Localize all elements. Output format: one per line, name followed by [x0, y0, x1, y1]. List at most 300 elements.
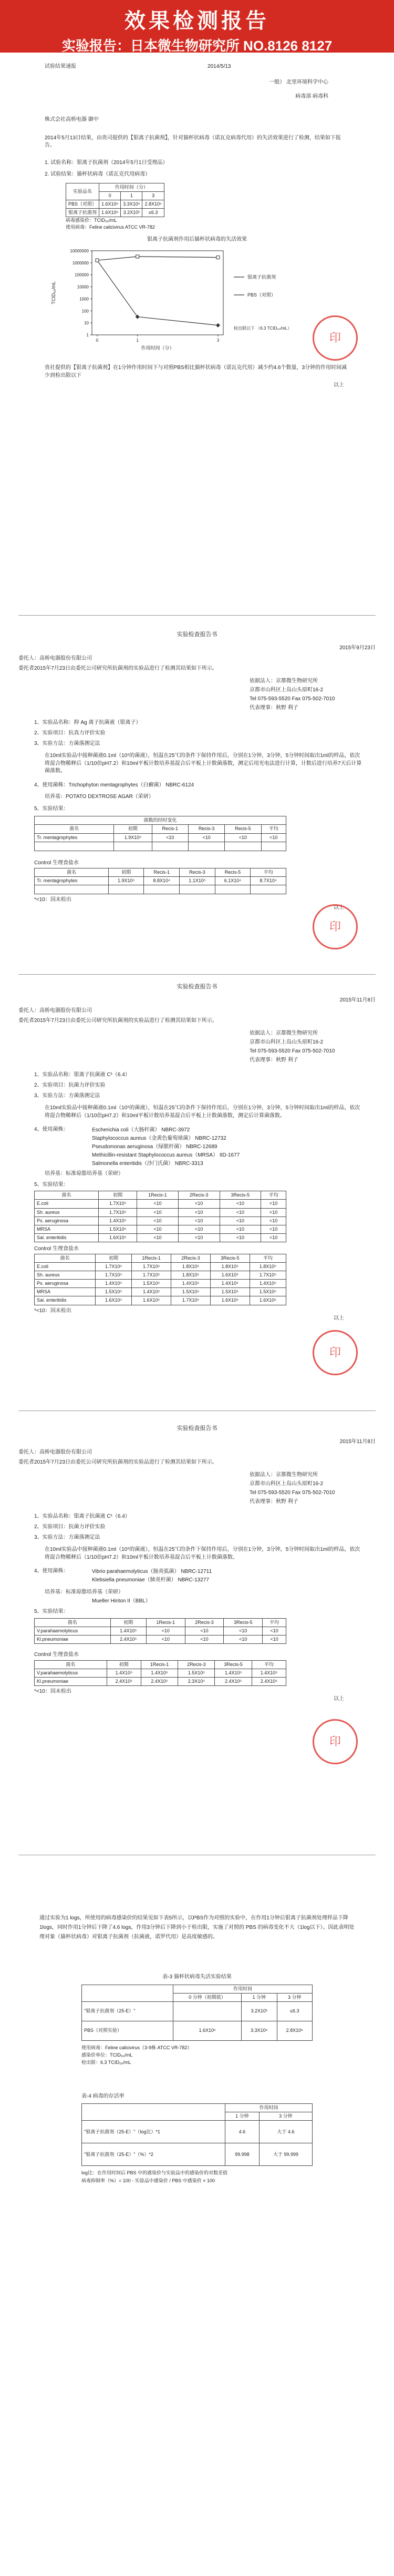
table-cell: 1.7X10⁵ [132, 1271, 171, 1280]
table-cell: <10 [178, 1225, 220, 1233]
table-cell: PBS（对照实验） [82, 2021, 173, 2040]
report3-lab-info [250, 1029, 376, 1065]
table-note: 感染价单位：TCID₅₀/mL [81, 2052, 133, 2058]
lab-line: Tel 075-593-5520 Fax 075-502-7010 [250, 1048, 335, 1055]
report1-units-note: 病毒感染价：TCID₅₀/mL [66, 217, 117, 223]
table-cell: 1.4X10⁵ [215, 1669, 252, 1677]
table-header: 菌名 [35, 1191, 99, 1200]
lab-line: Tel 075-593-5520 Fax 075-502-7010 [250, 696, 335, 702]
table-cell: "银离子抗菌剂（25-E）" [82, 2001, 173, 2021]
table-header: 平均 [263, 1618, 286, 1627]
table-cell: E.coli [35, 1200, 99, 1208]
table-header: 初期 [110, 1618, 146, 1627]
table-cell: 1.5X10⁵ [171, 1288, 211, 1296]
table-caption: 作用时间（分） [99, 183, 164, 191]
table-cell: 4.6 [225, 2121, 260, 2143]
lab-line: 京都市山科区上岛山头原町16-2 [250, 1039, 324, 1046]
table-cell: 1.7X10⁵ [95, 1263, 131, 1271]
x-tick-label: 1 [136, 338, 139, 343]
table-cell: 大于 4.6 [259, 2121, 312, 2143]
seal-stamp: 印 [313, 904, 358, 949]
table-header: 平均 [252, 1660, 286, 1669]
table-cell: <10 [137, 1200, 179, 1208]
table-row [82, 2021, 313, 2040]
table-cell: 1.6X10⁵ [95, 1296, 131, 1305]
table-cell: 8.7X10⁴ [251, 877, 286, 885]
table-caption: 菌数的经时变化 [35, 816, 286, 825]
table-header: 菌名 [35, 1618, 111, 1627]
table-cell: Ps. aeruginosa [35, 1280, 96, 1288]
report3-strains [34, 1126, 376, 1168]
report4-client: 委托人：高桥电器股份有限公司 [18, 1449, 92, 1456]
table-cell: 1.1X10⁵ [180, 877, 215, 885]
table-cell: <10 [261, 1225, 286, 1233]
table-header: 1Recis-1 [137, 1191, 179, 1200]
report1-conclusion: 贵社提供的【银离子抗菌剂】在1分钟作用时间下与对照PBS相比猫杯状病毒（诺瓦克代用）减少约4.6个数量，3分钟的作用时间减少到检出限以下 [45, 365, 347, 379]
table-cell: <10 [220, 1200, 261, 1208]
report3-footnote: *<10：因未检出 [34, 1307, 71, 1314]
report2-client: 委托人：高桥电器股份有限公司 [18, 656, 92, 662]
table-header: Recis-1 [152, 825, 188, 833]
divider [18, 1410, 376, 1411]
report4-items [34, 1511, 376, 1543]
report4-intro: 委托者2015年7月23日由委托公司研究所抗菌剂的实验品进行了检测其结果如下所示。 [18, 1459, 217, 1465]
table-cell: <10 [188, 833, 224, 842]
table4-notes [81, 2169, 376, 2184]
data-point [136, 255, 139, 258]
report4-footnote: *<10：因未检出 [34, 1688, 71, 1694]
chart-annotation: 检出限以下 （6.3 TCID₅₀/mL） [234, 326, 292, 331]
table-header: 3Recis-5 [220, 1191, 261, 1200]
divider [18, 974, 376, 975]
table-header: 0 [99, 191, 121, 200]
table-cell: <10 [137, 1233, 179, 1242]
table-cell: <10 [220, 1208, 261, 1217]
table-cell: <10 [137, 1208, 179, 1217]
report2-items [34, 718, 376, 749]
report2-item1: 1、实验品名称：抑 Ag 离子抗菌液（银离子） [34, 720, 141, 726]
strain-line: Pseudomonas aeruginosa（绿脓杆菌） NBRC-12689 [92, 1144, 217, 1150]
lab-line: 京都市山科区上岛山头原町16-2 [250, 1481, 324, 1487]
report2-sign: 以上 [334, 904, 344, 911]
table-header: Recis-1 [144, 868, 180, 877]
table-cell: 1.4X10⁵ [110, 1627, 146, 1635]
banner-subtitle: 实验报告：日本微生物研究所 NO.8126 8127 [61, 38, 333, 54]
table-header: 2Recis-3 [171, 1254, 211, 1263]
banner-title: 效果检测报告 [125, 9, 269, 33]
report3-item1: 1、实验品名称：银离子抗菌液 C¹（6.4） [34, 1072, 130, 1078]
table-cell: 2.3X10⁵ [178, 1677, 215, 1685]
table4 [81, 2103, 313, 2166]
virus-inactivation-chart [34, 246, 360, 356]
report4-sign: 以上 [334, 1696, 344, 1702]
report2-test-table [34, 816, 286, 851]
table-cell: 1.6X10⁵ [250, 1296, 286, 1305]
table-cell: <10 [220, 1225, 261, 1233]
table-header: 初期 [114, 825, 152, 833]
table3-title: 表-3 猫杯状病毒失活实验结果 [162, 1974, 232, 1980]
table-cell: 1.5X10⁵ [250, 1288, 286, 1296]
report-1 [18, 63, 376, 390]
table-cell [173, 2001, 242, 2021]
table-header: 2Recis-3 [178, 1191, 220, 1200]
table-cell: 1.6X10⁵ [210, 1271, 250, 1280]
y-tick-label: 100 [81, 309, 89, 314]
report1-type: 试验结果速报 [45, 64, 76, 69]
report3-title: 实验检查报告书 [177, 984, 217, 990]
table-cell: 2.8X10⁶ [142, 200, 164, 208]
table-note: log比：在作用时间后 PBS 中的感染价与实验品中的感染价的对数差值 [81, 2170, 228, 2176]
table-cell: 1.8X10⁵ [171, 1263, 211, 1271]
table-note: 使用病毒：Feline calicivirus（3-9株 ATCC VR-782） [81, 2045, 192, 2050]
table-cell: <10 [225, 833, 261, 842]
lab-line: 依据法人：京都微生物研究所 [250, 678, 318, 684]
table-header: 0 分钟（初期值） [173, 1993, 242, 2001]
report2-footnote: *<10：因未检出 [34, 897, 71, 903]
x-axis-label: 作用时间（分） [141, 345, 174, 351]
table-cell: Sal. enteritidis [35, 1296, 96, 1305]
table-cell: E.coli [35, 1263, 96, 1271]
lab-line: 依据法人：京都微生物研究所 [250, 1030, 318, 1037]
report3-items [34, 1070, 376, 1101]
report3-test-table [34, 1191, 286, 1242]
table-cell: 1.6X10⁵ [99, 1233, 137, 1242]
report2-item3: 3、实验方法：方菌落测定法 [34, 741, 100, 747]
table-header: 1 [121, 191, 142, 200]
table-header: 初期 [107, 1660, 141, 1669]
table-cell: <10 [261, 1200, 286, 1208]
y-axis-label: TCID₅₀/mL [51, 281, 56, 304]
table-caption: 作用时间 [173, 1985, 313, 1993]
table-header: 实验品名 [66, 183, 99, 200]
table-cell: 1.8X10⁵ [171, 1271, 211, 1280]
table-cell: 1.6X10⁶ [99, 208, 121, 217]
table-cell: 1.4X10⁵ [141, 1669, 178, 1677]
table-cell: <10 [261, 833, 286, 842]
table-header: 3Recis-5 [210, 1254, 250, 1263]
table-note: 检出限：6.3 TCID₅₀/mL [81, 2060, 131, 2066]
table-cell: "银离子抗菌剂（25-E）"（log比）*1 [82, 2121, 225, 2143]
report3-method: 在10ml实验品中接种菌液0.1ml（10⁵的菌液），恒温在25℃的条件下保持作用后，分别在1分钟，3分钟，5分钟时间取出1ml的样品，依次将混合物稀释后（1/10倍pH7.2）和10ml平板计数培养基混合后平板上计数菌落数，测定后计算菌落数。 [45, 1105, 360, 1119]
y-tick-label: 10000 [77, 284, 89, 290]
report4-item1: 1、实验品名称：银离子抗菌液 C¹（6.4） [34, 1514, 130, 1520]
table-cell: 1.6X10⁵ [210, 1296, 250, 1305]
header-banner [0, 0, 394, 53]
report4-control-label: Control 生理食盐水 [34, 1652, 79, 1658]
table-cell: 6.1X10⁴ [215, 877, 251, 885]
table-cell: <10 [261, 1208, 286, 1217]
table-header: 2Recis-3 [178, 1660, 215, 1669]
table-header: 1 分钟 [225, 2112, 260, 2121]
table-cell: <10 [263, 1635, 286, 1644]
report2-date: 2015年9月23日 [339, 645, 376, 651]
table-row [35, 877, 286, 885]
report4-test-table [34, 1618, 286, 1644]
y-tick-label: 10000000 [70, 249, 89, 254]
report3-client: 委托人：高桥电器股份有限公司 [18, 1008, 92, 1014]
report1-table [66, 183, 164, 217]
table-cell: <10 [146, 1635, 185, 1644]
table-cell: <10 [220, 1233, 261, 1242]
table-cell: 1.7X10⁵ [250, 1271, 286, 1280]
table-header: 菌名 [35, 825, 114, 833]
table-cell: 1.6X10⁵ [132, 1296, 171, 1305]
table-cell: <10 [263, 1627, 286, 1635]
strain-line: Methicillin-resistant Staphylococcus aureus（MRSA） IID-1677 [92, 1152, 240, 1159]
table-cell: 1.4X10⁵ [132, 1288, 171, 1296]
table-cell: 2.4X10⁵ [107, 1677, 141, 1685]
report3-culture: 培养基：标准琼脂培养基（荣研） [45, 1171, 123, 1177]
table-header: 3 [142, 191, 164, 200]
table-cell: <10 [185, 1635, 224, 1644]
divider [18, 615, 376, 616]
report2-lab-info [250, 677, 376, 712]
legend-label: PBS（对照） [247, 292, 276, 298]
report1-sign: 以上 [334, 382, 344, 389]
strain-line: Klebsiella pneumoniae（肺炎杆菌） NBRC-13277 [92, 1577, 209, 1583]
table-row [35, 1233, 286, 1242]
table-cell: 1.4X10⁵ [95, 1280, 131, 1288]
report2-intro: 委托者2015年7月23日由委托公司研究所抗菌剂的实验品进行了检测其结果如下所示。 [18, 665, 217, 671]
report2-title: 实验检查报告书 [177, 631, 217, 638]
table-cell: <10 [185, 1627, 224, 1635]
table-row [66, 200, 164, 208]
table-cell: Sh. aureus [35, 1271, 96, 1280]
x-tick-label: 0 [96, 338, 99, 343]
table-row [82, 2143, 313, 2166]
table-cell: 1.5X10⁵ [99, 1225, 137, 1233]
table-cell: <10 [146, 1627, 185, 1635]
table-cell: 1.4X10⁵ [99, 1217, 137, 1225]
table-cell: <10 [224, 1627, 263, 1635]
table-cell: <10 [152, 833, 188, 842]
table-cell: 3.2X10¹ [121, 208, 142, 217]
table-row [35, 1200, 286, 1208]
table-cell: <10 [224, 1635, 263, 1644]
table-header: 初期 [108, 868, 143, 877]
table-header: 初期 [99, 1191, 137, 1200]
report1-virus-note: 使用病毒：Feline calicivirus ATCC VR-782 [66, 224, 155, 230]
table-header: 初期 [95, 1254, 131, 1263]
report4-culture: 培养基：标准琼脂培养基（荣研） [45, 1589, 123, 1596]
report3-control-label: Control 生理食盐水 [34, 1245, 79, 1252]
table-header: Recis-5 [225, 825, 261, 833]
table-header: 3Recis-5 [224, 1618, 263, 1627]
table-header: 3 分钟 [277, 1993, 312, 2001]
report4-title: 实验检查报告书 [177, 1425, 217, 1432]
data-point [96, 259, 99, 262]
report4-strains [34, 1568, 376, 1585]
table-header: 菌名 [35, 868, 109, 877]
table-cell: 1.7X10⁵ [99, 1200, 137, 1208]
table-cell: 1.8X10⁵ [250, 1263, 286, 1271]
report3-item3: 3、实验方法：方菌落测定法 [34, 1093, 100, 1099]
y-tick-label: 1 [86, 333, 89, 338]
table-row [66, 208, 164, 217]
table-header: 平均 [250, 1254, 286, 1263]
table-header: 1 分钟 [242, 1993, 277, 2001]
table-cell: MRSA [35, 1288, 96, 1296]
table-row [35, 1263, 286, 1271]
table-cell: Kl.pneumoniae [35, 1677, 107, 1685]
table-cell: 1.4X10⁵ [210, 1280, 250, 1288]
table-row [35, 1271, 286, 1280]
table-cell: <10 [137, 1225, 179, 1233]
table-header: 平均 [251, 868, 286, 877]
table-cell: ≤6.3 [142, 208, 164, 217]
table-cell: 1.9X10⁵ [114, 833, 152, 842]
report2-item4: 4、使用菌株：Trichophyton mentagrophytes（白癣菌） NBRC-6124 [34, 782, 194, 788]
table-cell: MRSA [35, 1225, 99, 1233]
lab-line: Tel 075-593-5520 Fax 075-502-7010 [250, 1490, 335, 1496]
table-header: 平均 [261, 1191, 286, 1200]
table-cell: V.parahaemolyticus [35, 1669, 107, 1677]
table-row [35, 833, 286, 842]
report-document [18, 53, 376, 2576]
data-point [216, 256, 220, 259]
report1-item2: 2. 试验结果：猫杯状病毒（诺瓦克代用病毒） [45, 171, 151, 177]
table-cell: 2.4X10⁵ [215, 1677, 252, 1685]
table3-notes [81, 2044, 376, 2067]
table-cell: <10 [178, 1200, 220, 1208]
table-row [35, 1280, 286, 1288]
table-cell: 1.6X10⁶ [99, 200, 121, 208]
table-cell: <10 [178, 1233, 220, 1242]
table-row [35, 1669, 286, 1677]
seal-stamp: 印 [313, 1719, 358, 1764]
table-header: 菌名 [35, 1660, 107, 1669]
table-cell: ≤6.3 [277, 2001, 312, 2021]
report2-item5: 5、实验结果： [34, 805, 69, 812]
table-cell: 1.6X10⁶ [173, 2021, 242, 2040]
table-header: 菌名 [35, 1254, 96, 1263]
table3 [81, 1985, 313, 2041]
table-header: 1Recis-1 [132, 1254, 171, 1263]
table-header [82, 2104, 225, 2121]
table-row [35, 1225, 286, 1233]
table-cell: 99.998 [225, 2143, 260, 2166]
report4-item4: 4、使用菌株： [34, 1568, 69, 1575]
table-row [35, 1627, 286, 1635]
table-cell: V.parahaemolyticus [35, 1627, 111, 1635]
report-2 [18, 631, 376, 934]
legend-label: 银离子抗菌剂 [247, 274, 276, 280]
report1-graph-caption: 银离子抗菌剂作用后猫杯状病毒的失活效果 [147, 236, 247, 242]
table-header: 1Recis-1 [141, 1660, 178, 1669]
table-cell: Tr. mentagrophytes [35, 833, 114, 842]
report3-sign: 以上 [334, 1315, 344, 1321]
report2-control-label: Control 生理食盐水 [34, 860, 79, 866]
table-cell: Sal. enteritidis [35, 1233, 99, 1242]
seal-stamp: 印 [313, 315, 358, 361]
report2-method: 在10ml实验品中接种菌液0.1ml（10⁵的菌液），恒温在25℃的条件下保持作用后，分别在1分钟，3分钟，5分钟时间取出1ml的样品，依次将混合物稀释后（1/10倍pH7.2）和10ml平板计数培养基混合后平板上计数菌落数，测定后用光电法进行计算，计数后进行培养7天后计算菌落数。 [45, 753, 362, 774]
report1-date: 2014/5/13 [208, 64, 231, 69]
report3-item4: 4、使用菌株： [34, 1127, 69, 1133]
report4-culture2: Mueller Hinton II（BBL） [92, 1598, 151, 1604]
table-cell: 1.5X10⁵ [178, 1669, 215, 1677]
table-note: 病毒抑制率（%）= 100 - 实验品中感染价 / PBS 中感染价 × 100 [81, 2178, 215, 2183]
table-cell: Kl.pneumoniae [35, 1635, 111, 1644]
table-cell: 1.5X10⁵ [210, 1288, 250, 1296]
table-cell: 大于 99.999 [259, 2143, 312, 2166]
table-cell: <10 [178, 1217, 220, 1225]
table-row [35, 1217, 286, 1225]
table-cell: <10 [220, 1217, 261, 1225]
table-cell: <10 [178, 1208, 220, 1217]
table-cell: 1.4X10⁵ [252, 1669, 286, 1677]
lab-line: 依据法人：京都微生物研究所 [250, 1472, 318, 1478]
table-cell: 1.7X10⁵ [171, 1296, 211, 1305]
table-row [35, 1208, 286, 1217]
report3-control-table [34, 1254, 286, 1305]
table-cell: 银离子抗菌剂 [66, 208, 99, 217]
lab-line: 京都市山科区上岛山头原町16-2 [250, 687, 324, 693]
report1-lab-dept: 病毒部 病毒科 [295, 93, 328, 99]
plot-area [92, 251, 223, 335]
table-cell: 1.5X10⁵ [132, 1280, 171, 1288]
table-cell: 1.7X10⁵ [95, 1271, 131, 1280]
table-cell: 1.4X10⁵ [250, 1280, 286, 1288]
report1-intro: 2014年5月13日结果，由贵司提供的【银离子抗菌剂】，针对猫杯状病毒（诺瓦克病毒代用）的失活效果进行了检测，结果如下报告。 [45, 135, 341, 148]
table-row [35, 1296, 286, 1305]
table-cell: 1.4X10⁵ [107, 1669, 141, 1677]
table-cell: <10 [137, 1217, 179, 1225]
table-cell: 1.5X10⁵ [95, 1288, 131, 1296]
report1-lab: 一般） 北里环境科学中心 [269, 79, 328, 85]
report-4 [18, 1425, 376, 1749]
table-header: 1Recis-1 [146, 1618, 185, 1627]
table-cell: Sh. aureus [35, 1208, 99, 1217]
lab-line: 代表理事：秋野 利子 [250, 1057, 298, 1064]
table-cell: 8.8X10⁴ [144, 877, 180, 885]
table-header: Recis-5 [215, 868, 251, 877]
table-cell: 2.4X10⁵ [110, 1635, 146, 1644]
report4-item3: 3、实验方法：方菌落测定法 [34, 1535, 100, 1541]
report4-item2: 2、实验项目：抗菌力评价实验 [34, 1524, 106, 1530]
table-row [82, 2121, 313, 2143]
y-tick-label: 100000 [75, 272, 89, 278]
x-tick-label: 3 [216, 338, 220, 343]
report2-culture: 培养基：POTATO DEXTROSE AGAR（荣研） [45, 794, 154, 800]
table4-title: 表-4 病毒的存活率 [81, 2093, 125, 2099]
table-cell: 3.3X10⁶ [121, 200, 142, 208]
table-header: 3 分钟 [259, 2112, 312, 2121]
strain-line: Staphylococcus aureus（金黄色葡萄球菌） NBRC-12732 [92, 1136, 226, 1142]
table-cell: 1.7X10⁵ [99, 1208, 137, 1217]
y-tick-label: 1000 [79, 297, 89, 302]
table-header: 2Recis-3 [185, 1618, 224, 1627]
strain-line: Salmonella enteritidis（沙门氏菌） NBRC-3313 [92, 1161, 203, 1167]
table-cell: PBS（对照） [66, 200, 99, 208]
table-cell: <10 [261, 1217, 286, 1225]
table-header: Recis-3 [188, 825, 224, 833]
report4-method: 在10ml实验品中接种菌液0.1ml（10⁵的菌液），恒温在25℃的条件下保持作用后，分别在1分钟，3分钟，5分钟时间取出1ml的样品，依次将混合物稀释后（1/10倍pH7.2）和10ml平板计数培养基混合后平板上计数菌落数。 [45, 1547, 360, 1560]
report3-date: 2015年11月8日 [339, 997, 376, 1003]
report4-lab-info [250, 1470, 376, 1506]
table-cell: 1.7X10⁵ [132, 1263, 171, 1271]
table-cell: Tr. mentagrophytes [35, 877, 109, 885]
table-cell: 2.4X10⁵ [141, 1677, 178, 1685]
seal-stamp: 印 [313, 1330, 358, 1375]
table-header: 3Recis-5 [215, 1660, 252, 1669]
report4-item5: 5、实验结果： [34, 1609, 69, 1615]
table-header: 平均 [261, 825, 286, 833]
report1-item1: 1. 试验名称：银离子抗菌剂（2014年5月1日受理品） [45, 159, 168, 166]
y-tick-label: 1000000 [72, 261, 89, 266]
report4-control-table [34, 1660, 286, 1686]
table-row [82, 2001, 313, 2021]
summary-section [18, 1914, 376, 2184]
